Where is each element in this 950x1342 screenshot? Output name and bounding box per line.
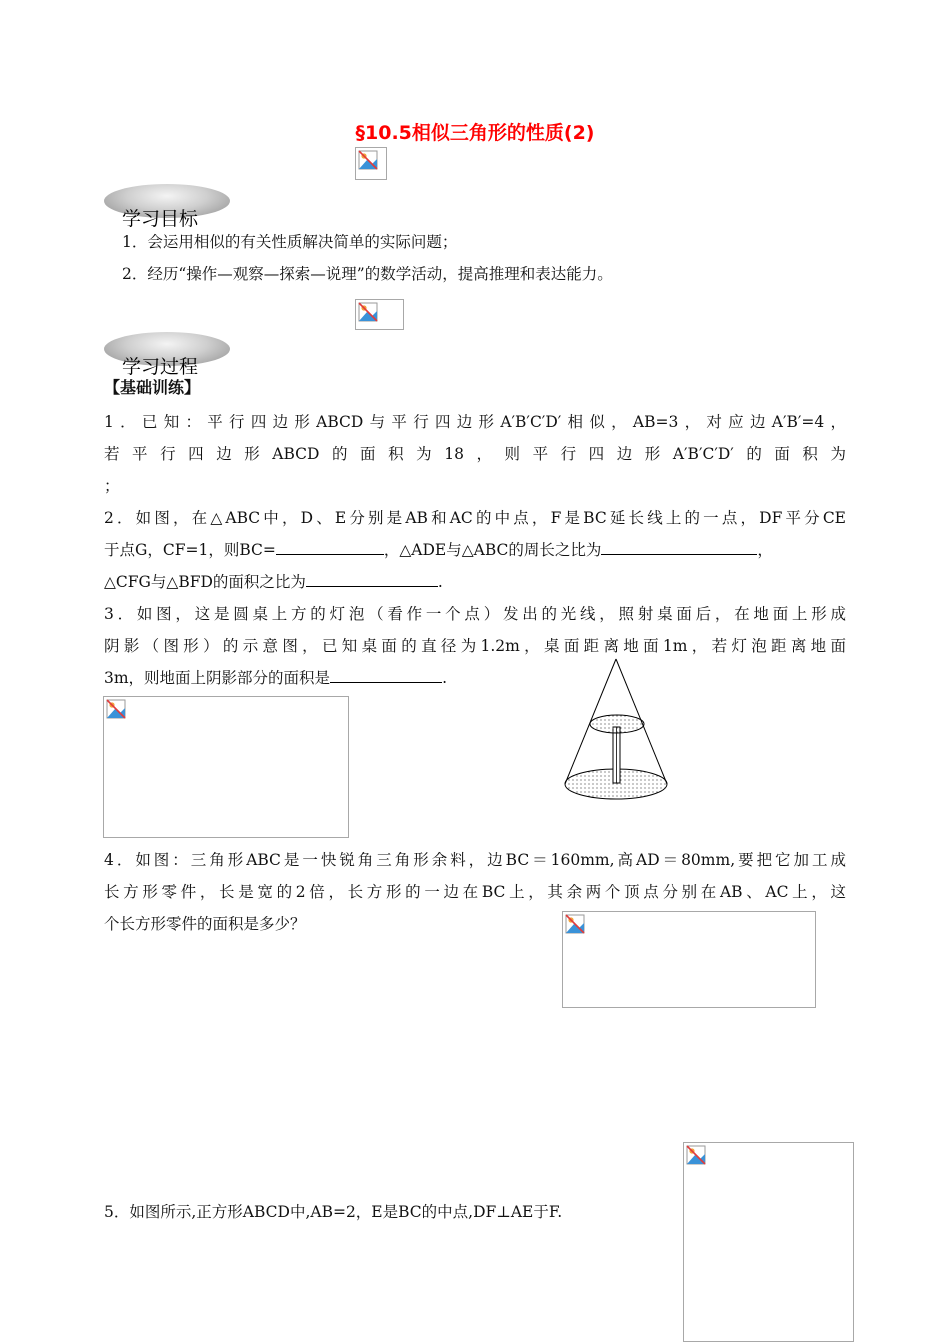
- broken-image-icon: [358, 302, 378, 322]
- subheading-basic-training: 【基础训练】: [104, 378, 201, 397]
- question-1-line-3: ；: [104, 477, 120, 495]
- question-1-line-1: 1．已知：平行四边形ABCD与平行四边形A′B′C′D′相似，AB=3，对应边A′B′=4，: [104, 413, 846, 431]
- question-2-text-c: ，: [757, 541, 773, 559]
- answer-blank-bc[interactable]: [276, 540, 384, 555]
- broken-image-icon: [106, 699, 126, 719]
- broken-image: [683, 1142, 854, 1342]
- question-2-line-2: [104, 540, 773, 560]
- question-2-line-1: 2．如图，在△ABC中，D、E分别是AB和AC的中点，F是BC延长线上的一点，DF平分CE: [104, 509, 846, 527]
- question-4-line-1: 4．如图：三角形ABC是一快锐角三角形余料，边BC＝160mm,高AD＝80mm,要把它加工成: [104, 851, 846, 869]
- question-2-text-e: .: [437, 573, 443, 591]
- broken-image-icon: [358, 150, 378, 170]
- section-heading-goals: 学习目标: [122, 208, 199, 230]
- goal-item-2: 2．经历“操作—观察—探索—说理”的数学活动，提高推理和表达能力。: [122, 265, 613, 283]
- question-5-line-1: 5．如图所示,正方形ABCD中,AB=2，E是BC的中点,DF⊥AE于F.: [104, 1203, 563, 1221]
- broken-image-icon: [565, 914, 585, 934]
- goal-item-1: 1．会运用相似的有关性质解决简单的实际问题；: [122, 233, 458, 251]
- question-2-line-3: [104, 572, 443, 592]
- question-4-line-3: 个长方形零件的面积是多少？: [104, 915, 306, 933]
- section-heading-process: 学习过程: [122, 356, 199, 378]
- cone-lamp-diagram: [560, 655, 672, 805]
- question-3-line-2: 阴影（图形）的示意图，已知桌面的直径为1.2m，桌面距离地面1m，若灯泡距离地面: [104, 637, 846, 655]
- page-title: §10.5相似三角形的性质(2): [355, 122, 595, 144]
- broken-image: [355, 147, 387, 180]
- question-3-text-a: 3m，则地面上阴影部分的面积是: [104, 669, 331, 687]
- answer-blank-area-ratio[interactable]: [306, 572, 438, 587]
- question-2-text-d: △CFG与△BFD的面积之比为: [104, 573, 306, 591]
- question-3-line-3: [104, 668, 447, 688]
- question-3-text-b: .: [442, 669, 447, 687]
- question-4-line-2: 长方形零件，长是宽的2倍，长方形的一边在BC上，其余两个顶点分别在AB、AC上，这: [104, 883, 846, 901]
- broken-image: [562, 911, 816, 1008]
- question-3-line-1: 3．如图，这是圆桌上方的灯泡（看作一个点）发出的光线，照射桌面后，在地面上形成: [104, 605, 846, 623]
- answer-blank-perimeter-ratio[interactable]: [601, 540, 757, 555]
- answer-blank-shadow-area[interactable]: [330, 668, 442, 683]
- broken-image-icon: [686, 1145, 706, 1165]
- broken-image: [355, 299, 404, 330]
- question-2-text-b: ，△ADE与△ABC的周长之比为: [383, 541, 602, 559]
- question-2-text-a: 于点G，CF=1，则BC=: [104, 541, 276, 559]
- broken-image: [103, 696, 349, 838]
- question-1-line-2: 若平行四边形ABCD的面积为18，则平行四边形A′B′C′D′的面积为: [104, 445, 846, 463]
